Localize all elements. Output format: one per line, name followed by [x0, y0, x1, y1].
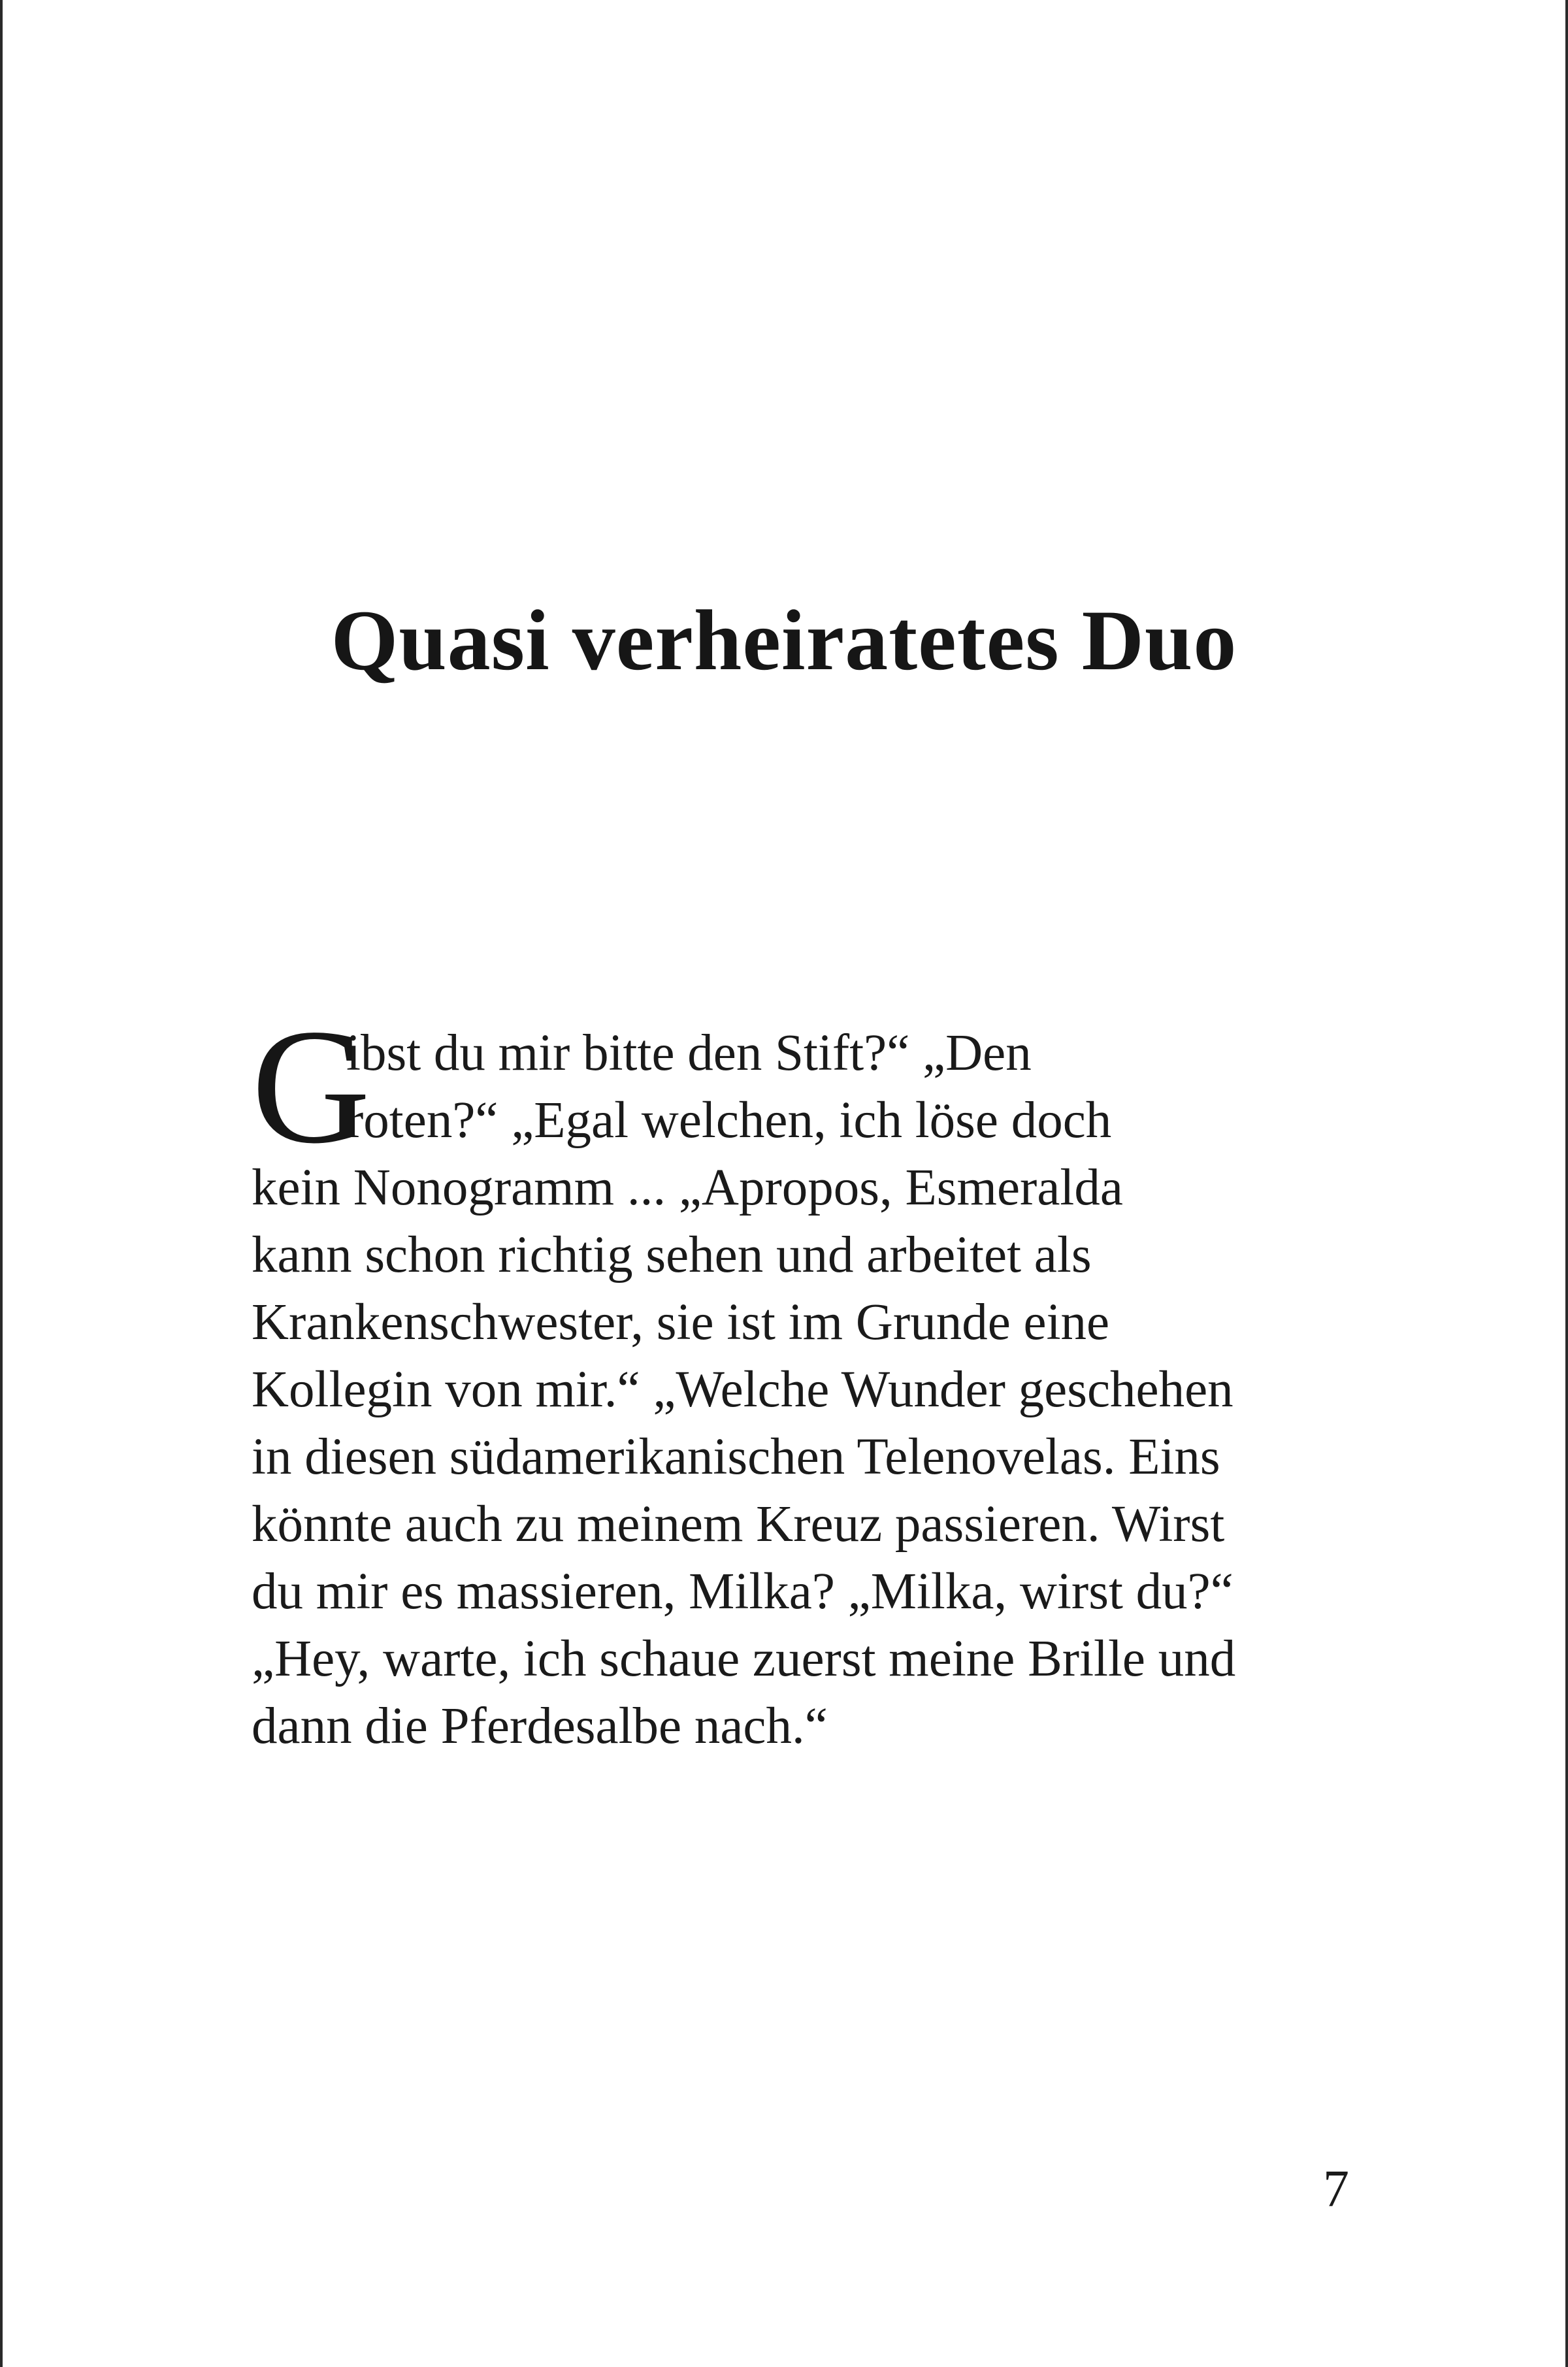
text-line: kein Nonogramm ... „Apropos, Esmeralda [252, 1159, 1123, 1216]
text-line: „Hey, warte, ich schaue zuerst meine Brille und [252, 1630, 1236, 1687]
page-edge-right [1565, 0, 1568, 2367]
page-edge-left [0, 0, 3, 2367]
text-line: ibst du mir bitte den Stift?“ „Den [346, 1025, 1032, 1082]
text-line: Krankenschwester, sie ist im Grunde eine [252, 1294, 1110, 1351]
body-paragraph [252, 995, 1362, 1760]
text-line: könnte auch zu meinem Kreuz passieren. Wirst [252, 1496, 1225, 1553]
drop-cap: G [252, 995, 370, 1178]
text-line: dann die Pferdesalbe nach.“ [252, 1698, 828, 1755]
page-number: 7 [1323, 2160, 1349, 2218]
text-line: kann schon richtig sehen und arbeitet als [252, 1227, 1092, 1283]
text-line: Kollegin von mir.“ „Welche Wunder geschehen [252, 1361, 1233, 1418]
text-line: in diesen südamerikanischen Telenovelas. Eins [252, 1429, 1220, 1485]
text-line: roten?“ „Egal welchen, ich löse doch [346, 1092, 1112, 1149]
chapter-title: Quasi verheiratetes Duo [331, 592, 1237, 688]
text-line: du mir es massieren, Milka? „Milka, wirst du?“ [252, 1563, 1233, 1620]
